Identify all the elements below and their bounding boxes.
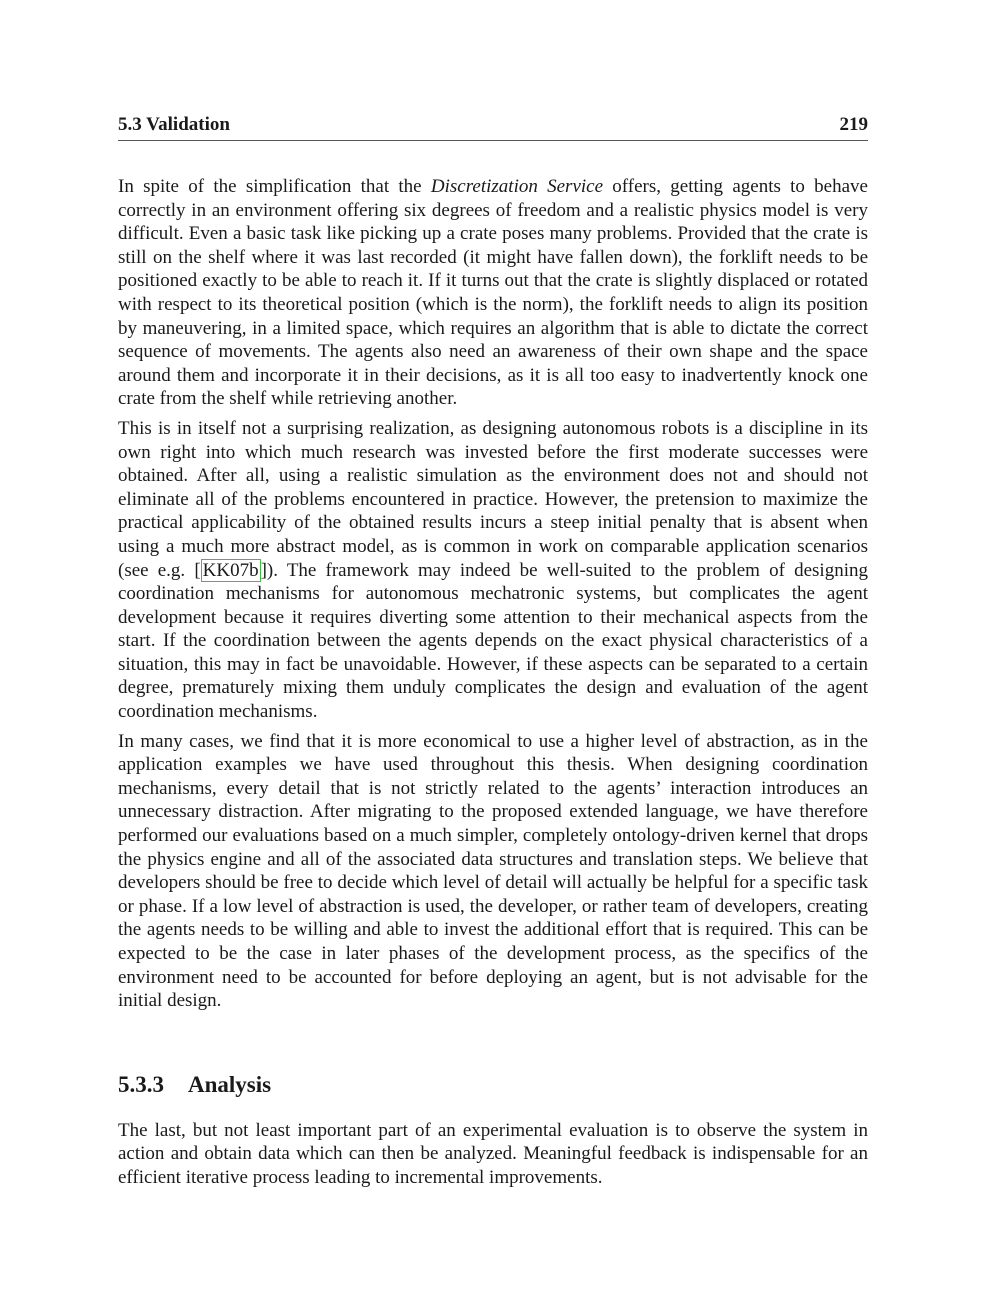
section-number: 5.3.3 xyxy=(118,1071,164,1097)
paragraph-2-lead: This is in itself not a surprising realization, as designing autonomous robots is a discipline in its own right into which much research was invested before the first moderate successes were obtained. After all, using a realistic simulation as the environment does not and should not eliminate all of the problems encountered in practice. However, the pretension to maximize the practical applicability of the obtained results incurs a steep initial penalty that is absent when using a much more abstract model, as is common in work on comparable application scenarios (see e.g. [ xyxy=(118,417,868,581)
citation-link-kk07b[interactable]: KK07b xyxy=(202,559,259,581)
running-head-section: 5.3 Validation xyxy=(118,114,230,135)
paragraph-2-rest: ]). The framework may indeed be well-suited to the problem of designing coordination mechanisms for autonomous mechatronic systems, but complicates the agent development because it requires diverting some attention to their mechanical aspects from the start. If the coordination between the agents depends on the exact physical characteristics of a situation, this may in fact be unavoidable. However, if these aspects can be separated to a certain degree, prematurely mixing them unduly complicates the design and evaluation of the agent coordination mechanisms. xyxy=(118,559,868,723)
section-title: Analysis xyxy=(188,1071,272,1097)
section-heading xyxy=(118,1071,868,1099)
discretization-service-term: Discretization Service xyxy=(430,176,604,197)
paragraph-2 xyxy=(118,417,868,724)
paragraph-4: The last, but not least important part of an experimental evaluation is to observe the system in action and obtain data which can then be analyzed. Meaningful feedback is indispensable for an efficient iterative process leading to incremental improvements. xyxy=(118,1119,868,1188)
paragraph-1 xyxy=(118,175,868,411)
running-head xyxy=(118,112,868,141)
page-number: 219 xyxy=(839,114,868,135)
paragraph-3: In many cases, we find that it is more economical to use a higher level of abstraction, as in the application examples we have used throughout this thesis. When designing coordination mechanisms, every detail that is not strictly related to the agents’ interaction introduces an unnecessary distraction. After migrating to the proposed extended language, we have therefore performed our evaluations based on a much simpler, completely ontology-driven kernel that drops the physics engine and all of the associated data structures and translation steps. We believe that developers should be free to decide which level of detail will actually be helpful for a specific task or phase. If a low level of abstraction is used, the developer, or rather team of developers, creating the agents needs to be willing and able to invest the additional effort that is required. This can be expected to be the case in later phases of the development process, as the specifics of the environment need to be accounted for before deploying an agent, but is not advisable for the initial design. xyxy=(118,730,868,1012)
paragraph-1-lead: In spite of the simplification that the xyxy=(118,176,431,197)
body-text xyxy=(118,175,868,1013)
page xyxy=(118,112,868,1196)
paragraph-1-rest: offers, getting agents to behave correctly in an environment offering six degrees of freedom and a realistic physics model is very difficult. Even a basic task like picking up a crate poses many problems. Provided that the crate is still on the shelf where it was last recorded (it might have fallen down), the forklift needs to be positioned exactly to be able to reach it. If it turns out that the crate is slightly displaced or rotated with respect to its theoretical position (which is the norm), the forklift needs to align its position by maneuvering, in a limited space, which requires an algorithm that is able to dictate the correct sequence of movements. The agents also need an awareness of their own shape and the space around them and incorporate it in their decisions, as it is all too easy to inadvertently knock one crate from the shelf while retrieving another. xyxy=(118,176,868,410)
section-body xyxy=(118,1119,868,1190)
